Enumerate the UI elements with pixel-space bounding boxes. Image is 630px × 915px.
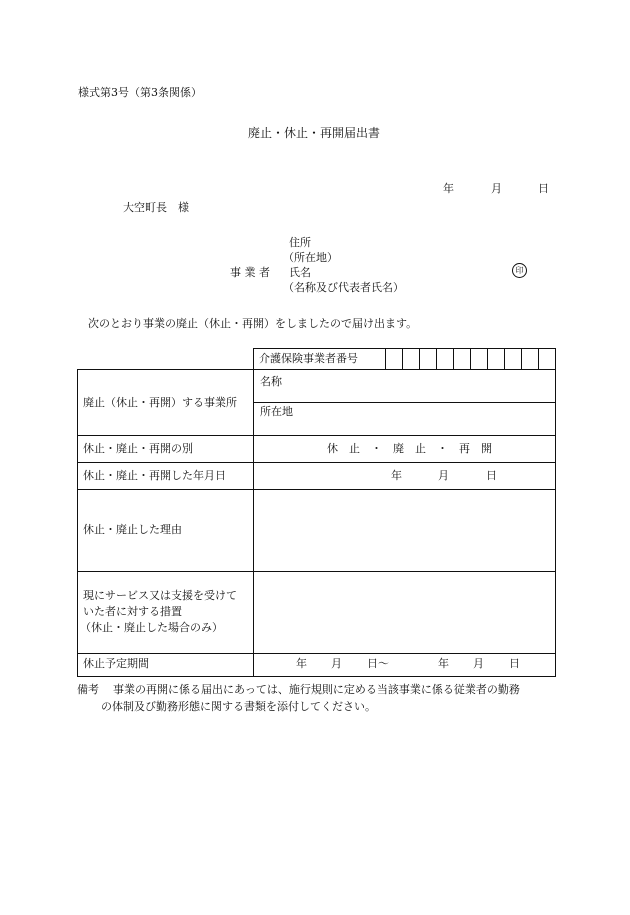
- name-label: 氏名: [289, 266, 311, 279]
- insurance-number-field[interactable]: [386, 349, 555, 369]
- period-from-day: 日～: [367, 657, 389, 670]
- role-label: 事 業 者: [230, 266, 270, 279]
- note-line1: 事業の再開に係る届出にあっては、施行規則に定める当該事業に係る従業者の勤務: [113, 683, 520, 696]
- period-from-year: 年: [296, 657, 307, 670]
- date-changed-year: 年: [391, 469, 402, 482]
- office-name-label: 名称: [260, 375, 282, 388]
- measures-field[interactable]: [254, 572, 555, 653]
- reason-label: 休止・廃止した理由: [83, 523, 182, 536]
- intro-text: 次のとおり事業の廃止（休止・再開）をしましたので届け出ます。: [88, 317, 418, 330]
- date-changed-day: 日: [486, 469, 497, 482]
- period-label: 休止予定期間: [83, 657, 149, 670]
- form-id: 様式第3号（第3条関係）: [78, 86, 202, 99]
- measures-label-line3: （休止・廃止した場合のみ）: [80, 621, 223, 634]
- note-line2: の体制及び勤務形態に関する書類を添付してください。: [101, 700, 376, 713]
- insurance-number-label: 介護保険事業者番号: [259, 352, 358, 365]
- office-name-field[interactable]: [300, 370, 555, 402]
- name-sub-label: （名称及び代表者氏名）: [283, 281, 404, 294]
- kind-options[interactable]: 休 止 ・ 廃 止 ・ 再 開: [327, 442, 492, 455]
- date-year: 年: [443, 182, 454, 195]
- address-sub-label: （所在地）: [283, 251, 338, 264]
- page-title: 廃止・休止・再開届出書: [248, 126, 381, 140]
- note-label: 備考: [77, 683, 99, 696]
- reason-field[interactable]: [254, 490, 555, 571]
- office-address-label: 所在地: [260, 405, 293, 418]
- measures-label-line1: 現にサービス又は支援を受けて: [83, 589, 237, 602]
- date-changed-month: 月: [438, 469, 449, 482]
- address-label: 住所: [289, 236, 311, 249]
- office-label: 廃止（休止・再開）する事業所: [83, 396, 237, 409]
- addressee: 大空町長 様: [123, 201, 189, 214]
- date-month: 月: [491, 182, 502, 195]
- measures-label-line2: いた者に対する措置: [83, 605, 182, 618]
- period-from-month: 月: [331, 657, 342, 670]
- kind-label: 休止・廃止・再開の別: [83, 442, 193, 455]
- date-day: 日: [538, 182, 549, 195]
- seal-icon: 印: [512, 263, 527, 278]
- period-to-day: 日: [509, 657, 520, 670]
- office-address-field[interactable]: [310, 403, 555, 435]
- period-to-year: 年: [438, 657, 449, 670]
- period-to-month: 月: [473, 657, 484, 670]
- date-changed-label: 休止・廃止・再開した年月日: [83, 469, 226, 482]
